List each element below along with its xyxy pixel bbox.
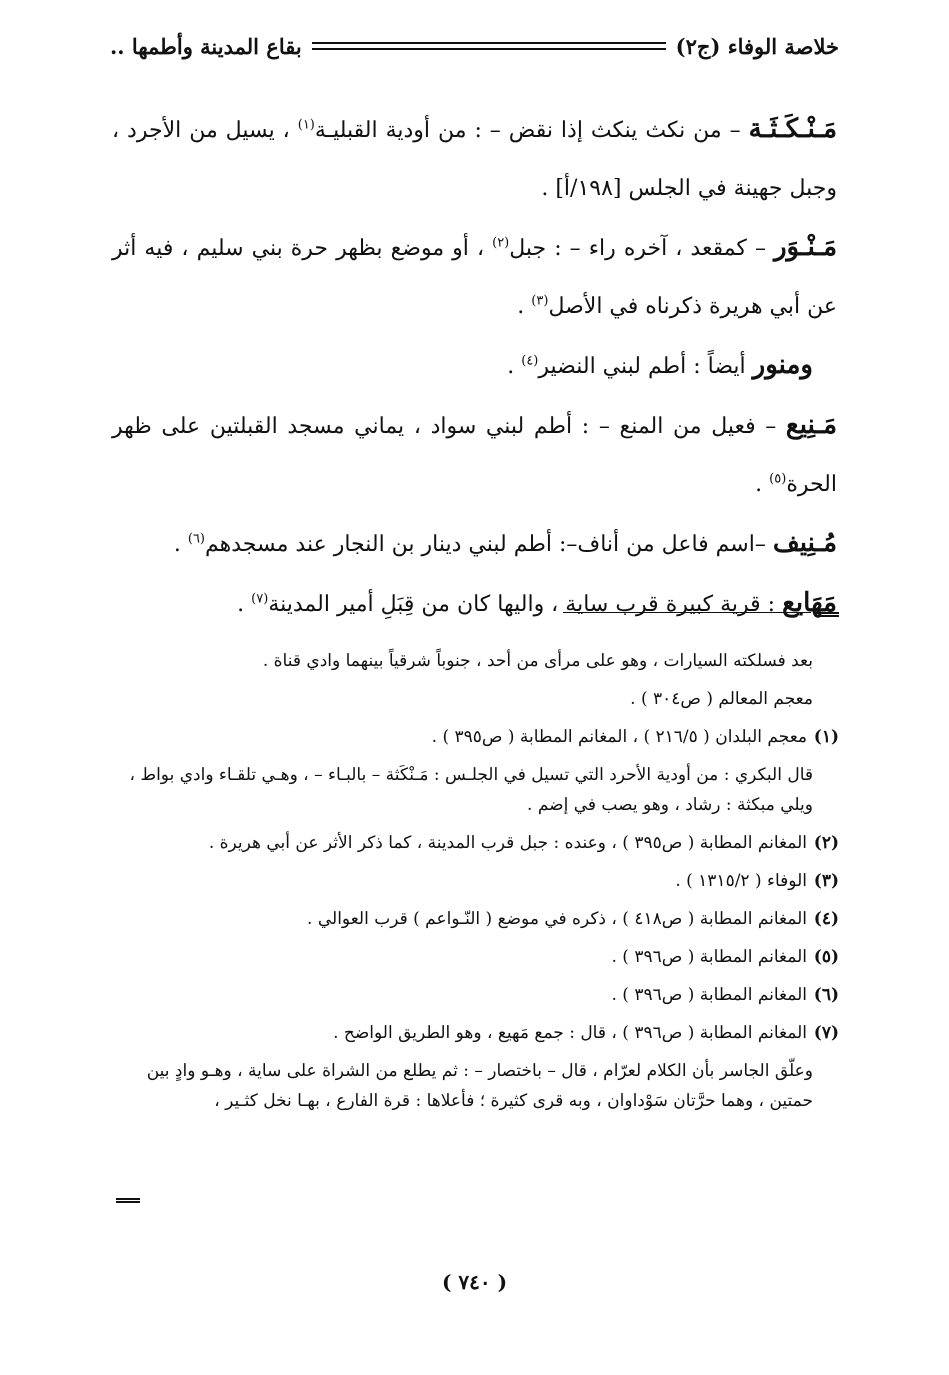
footnote-7 <box>110 1018 839 1048</box>
entry-text: –اسم فاعل من أناف–: أطم لبني دينار بن النجار عند مسجدهم <box>205 532 773 557</box>
footnote-3 <box>110 866 839 896</box>
entry-manwar <box>112 218 837 336</box>
footnote-text: المغانم المطابة ( ص٣٩٦ ) . <box>611 985 807 1005</box>
headword: مُـنِيف <box>772 528 837 558</box>
entry-manwar-2 <box>112 336 837 396</box>
entry-text: . <box>517 294 532 319</box>
footnote-number: (٥) <box>813 947 839 967</box>
footnote-ref[interactable]: (٥) <box>769 471 787 487</box>
entry-text: . <box>507 354 522 379</box>
footnote-number: (٣) <box>813 871 839 891</box>
entry-text: : قرية كبيرة قرب ساية ، واليها كان من قِبَلِ أمير المدينة <box>268 592 783 617</box>
entry-text: ، يسيل من الأجرد ، وجبل جهينة في الجلس [١٩٨/أ] . <box>112 118 837 201</box>
section-title: بقاع المدينة وأطمها .. <box>110 33 302 59</box>
headword: مَهَايع <box>782 588 837 618</box>
footnote-5 <box>110 942 839 972</box>
footnote-1 <box>110 722 839 752</box>
footnote-ref[interactable]: (١) <box>297 117 315 133</box>
headword: مَـنِيع <box>785 410 837 440</box>
footnote-ref[interactable]: (٢) <box>492 235 510 251</box>
footnote-carryover: بعد فسلكته السيارات ، وهو على مرأى من أحد ، جنوباً شرقياً بينهما وادي قناة . <box>262 651 813 671</box>
footnote-number: (٢) <box>813 833 839 853</box>
footnote-text: المغانم المطابة ( ص٣٩٥ ) ، وعنده : جبل قرب المدينة ، كما ذكر الأثر عن أبي هريرة . <box>208 833 807 853</box>
footnote-number: (٦) <box>813 985 839 1005</box>
entry-text: . <box>237 592 252 617</box>
main-text <box>112 100 837 634</box>
footnote-rule <box>563 612 811 613</box>
footnote-4 <box>110 904 839 934</box>
footnote-ref[interactable]: (٣) <box>531 293 549 309</box>
footnote-number: (٤) <box>813 909 839 929</box>
footnote-6 <box>110 980 839 1010</box>
entry-text: – فعيل من المنع – : أطم لبني سواد ، يماني مسجد القبلتين على ظهر الحرة <box>112 414 837 497</box>
footnote-text: المغانم المطابة ( ص٣٩٦ ) ، قال : جمع مَهيع ، وهو الطريق الواضح . <box>333 1023 807 1043</box>
continuation-mark <box>815 612 839 617</box>
footnote-7-continuation: وعلّق الجاسر بأن الكلام لعرّام ، قال – باختصار – : ثم يطلع من الشراة على ساية ، وهـو وادٍ بين حمتين ، وهما حرَّتان سَوْداوان ، وبه قرى كثيرة ؛ فأعلاها : قرة الفارع ، بهـا نخل كثـير ، <box>146 1061 813 1111</box>
running-header <box>110 26 839 66</box>
footnote-text: الوفاء ( ١٣١٥/٢ ) . <box>675 871 807 891</box>
entry-munif <box>112 514 837 574</box>
header-rule <box>312 42 666 50</box>
entry-text: – كمقعد ، آخره راء – : جبل <box>509 236 774 261</box>
footnotes <box>110 646 839 1124</box>
footnote-text: معجم البلدان ( ٢١٦/٥ ) ، المغانم المطابة ( ص٣٩٥ ) . <box>431 727 807 747</box>
book-title: خلاصة الوفاء (ج٢) <box>675 33 839 59</box>
footnote-number: (٧) <box>813 1023 839 1043</box>
entry-text: . <box>173 532 188 557</box>
footnote-carryover: معجم المعالم ( ص٣٠٤ ) . <box>630 689 813 709</box>
footnote-separator <box>89 612 839 632</box>
headword: مَـنْـوَر <box>774 232 837 262</box>
footnote-ref[interactable]: (٦) <box>187 531 205 547</box>
entry-text: . <box>755 472 770 497</box>
footnote-text: المغانم المطابة ( ص٤١٨ ) ، ذكره في موضع ( النّـواعم ) قرب العوالي . <box>307 909 807 929</box>
entry-text: ، أو موضع بظهر حرة بني سليم ، فيه أثر عن أبي هريرة ذكرناه في الأصل <box>112 236 837 319</box>
footnote-text: المغانم المطابة ( ص٣٩٦ ) . <box>611 947 807 967</box>
entry-text: أيضاً : أطم لبني النضير <box>538 354 753 379</box>
page-number: ( ٧٤٠ ) <box>441 1270 508 1294</box>
headword: ومنور <box>752 350 813 380</box>
footnote-2 <box>110 828 839 858</box>
entry-mani <box>112 396 837 514</box>
footnote-ref[interactable]: (٧) <box>251 591 269 607</box>
continuation-mark <box>116 1198 140 1203</box>
footnote-1-continuation: قال البكري : من أودية الأحرد التي تسيل في الجلـس : مَـنْكَثة – بالبـاء – ، وهـي تلقـاء وادي بواط ، ويلي مبكثة : رشاد ، وهو يصب في إضم . <box>129 765 813 815</box>
footnote-ref[interactable]: (٤) <box>521 353 539 369</box>
entry-text: – من نكث ينكث إذا نقض – : من أودية القبليـة <box>314 118 749 143</box>
headword: مَـنْـكَـثَـة <box>748 114 837 144</box>
footnote-number: (١) <box>813 727 839 747</box>
entry-mankatha <box>112 100 837 218</box>
